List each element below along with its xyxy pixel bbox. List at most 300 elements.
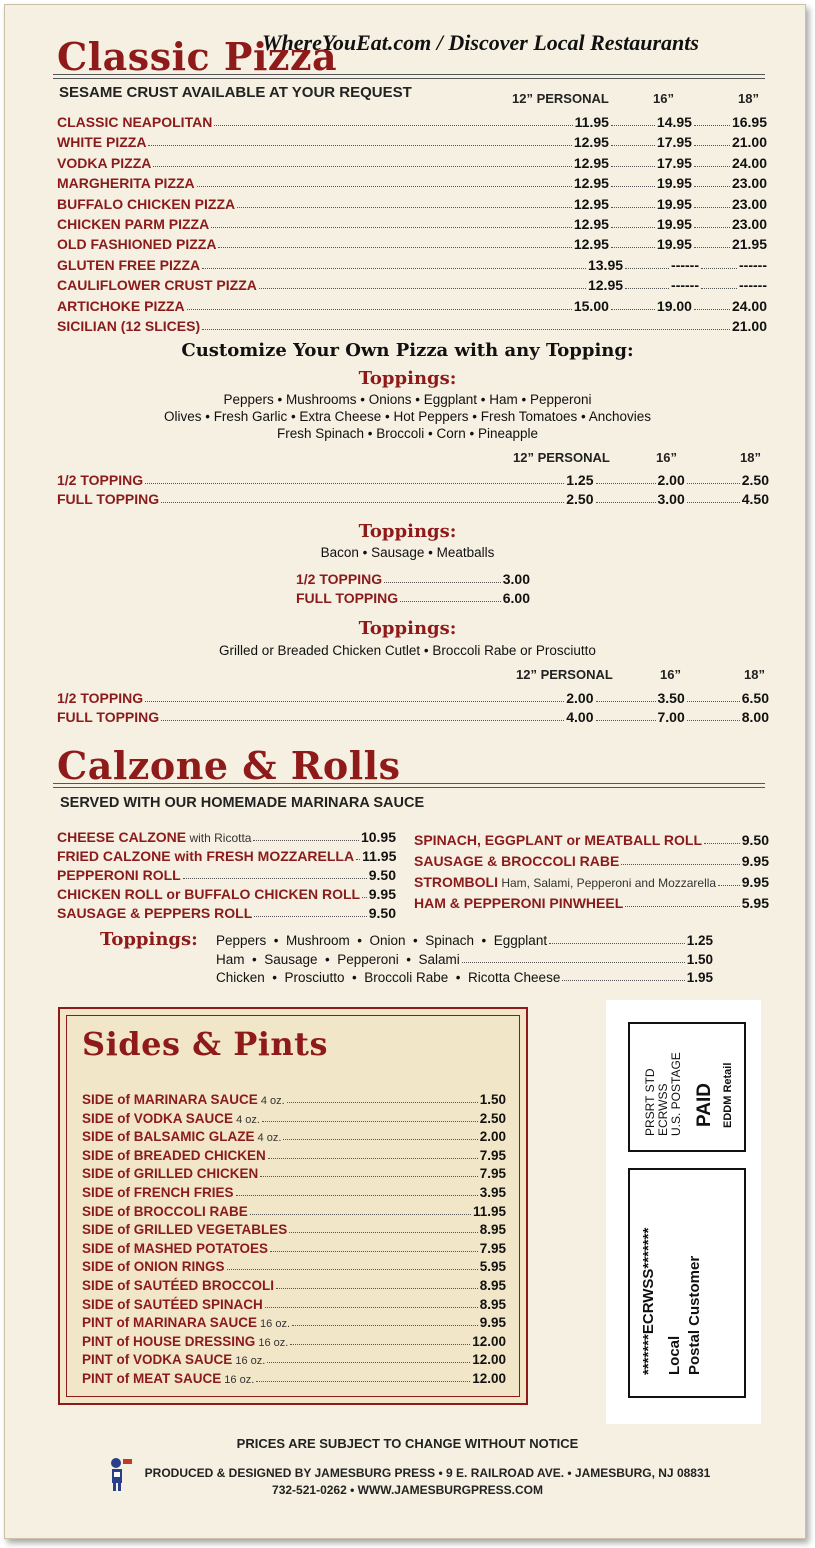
item-note: 16 oz. xyxy=(232,1355,266,1368)
leader xyxy=(687,502,740,503)
item-title: PINT of MARINARA SAUCE xyxy=(82,1315,257,1331)
side-row xyxy=(82,1107,506,1126)
indicia-line: ECRWSS xyxy=(656,1083,670,1136)
col-head-18: 18” xyxy=(738,91,759,106)
leader xyxy=(611,309,655,310)
item-note: Ham, Salami, Pepperoni and Mozzarella xyxy=(498,876,717,890)
topping-line: Peppers • Mushroom • Onion • Spinach • Eggplant xyxy=(216,933,548,948)
leader xyxy=(276,1288,478,1289)
price-16: 3.50 xyxy=(657,690,685,706)
col-head-16: 16” xyxy=(660,667,681,682)
leader xyxy=(596,720,656,721)
col-head-personal: 12” PERSONAL xyxy=(513,450,610,465)
item-title: PINT of HOUSE DRESSING xyxy=(82,1333,256,1349)
leader xyxy=(356,859,360,860)
menu-row xyxy=(57,488,769,507)
sicilian-row xyxy=(57,315,767,334)
item-name xyxy=(57,848,354,864)
price-16: 19.95 xyxy=(656,175,692,192)
item-price: 12.00 xyxy=(472,1333,506,1349)
leader xyxy=(161,502,564,503)
price-personal: 12.95 xyxy=(573,134,609,151)
item-name: BUFFALO CHICKEN PIZZA xyxy=(57,195,236,212)
indicia-paid: PAID xyxy=(694,1083,715,1127)
leader xyxy=(687,720,740,721)
price-personal: 12.95 xyxy=(573,154,609,171)
item-price: 10.95 xyxy=(360,829,396,845)
topping2-full-row xyxy=(296,587,530,606)
calzone-subtitle: SERVED WITH OUR HOMEMADE MARINARA SAUCE xyxy=(60,795,425,811)
price-16: 17.95 xyxy=(656,134,692,151)
topping-price: 1.95 xyxy=(686,970,713,985)
leader xyxy=(611,247,655,248)
indicia-text xyxy=(644,1052,683,1136)
topping-row xyxy=(216,966,713,985)
leader xyxy=(253,840,358,841)
indicia-line: U.S. POSTAGE xyxy=(669,1052,683,1136)
item-note: 4 oz. xyxy=(233,1113,260,1126)
item-name xyxy=(414,853,619,869)
item-title: SIDE of MARINARA SAUCE xyxy=(82,1092,258,1107)
leader xyxy=(262,1121,478,1122)
item-price: 8.95 xyxy=(479,1278,506,1293)
toppings-list-2: Bacon • Sausage • Meatballs xyxy=(320,545,495,560)
leader xyxy=(202,268,586,269)
topping-row xyxy=(216,929,713,948)
toppings-line: Olives • Fresh Garlic • Extra Cheese • Hot Peppers • Fresh Tomatoes • Anchovies xyxy=(163,409,652,424)
item-price: 8.95 xyxy=(479,1222,506,1238)
toppings-line: Peppers • Mushrooms • Onions • Eggplant • Ham • Pepperoni xyxy=(223,392,592,407)
leader xyxy=(611,186,655,187)
price-16: 19.00 xyxy=(656,297,692,314)
item-name: SICILIAN (12 SLICES) xyxy=(57,318,201,334)
sides-title: Sides & Pints xyxy=(82,1025,328,1063)
leader xyxy=(718,885,740,886)
leader xyxy=(237,207,572,208)
item-name xyxy=(82,1259,225,1274)
leader xyxy=(694,247,730,248)
item-title: SIDE of SAUTÉED SPINACH xyxy=(82,1296,263,1312)
item-name: CAULIFLOWER CRUST PIZZA xyxy=(57,277,257,294)
leader xyxy=(611,227,655,228)
topping-price: 1.25 xyxy=(686,933,713,948)
item-price: 5.95 xyxy=(741,895,769,911)
item-price: 9.95 xyxy=(479,1315,506,1331)
price-18: 6.50 xyxy=(741,690,769,706)
menu-row xyxy=(57,826,396,845)
item-name: OLD FASHIONED PIZZA xyxy=(57,236,217,253)
leader xyxy=(283,1139,477,1140)
item-name xyxy=(82,1371,254,1386)
item-note: 16 oz. xyxy=(221,1374,255,1386)
price-16: 3.00 xyxy=(657,491,685,507)
menu-row xyxy=(57,295,767,314)
leader xyxy=(267,1362,470,1363)
leader xyxy=(549,943,685,944)
col-head-personal: 12” PERSONAL xyxy=(516,667,613,682)
leader xyxy=(621,864,739,865)
item-price: 7.95 xyxy=(479,1240,506,1256)
item-name: ARTICHOKE PIZZA xyxy=(57,297,185,314)
price-personal: 4.00 xyxy=(566,709,594,725)
item-title: SIDE of ONION RINGS xyxy=(82,1259,225,1275)
price-18: ------ xyxy=(739,256,767,273)
price-18: 24.00 xyxy=(731,297,767,314)
item-price: 7.95 xyxy=(479,1166,506,1182)
menu-row xyxy=(57,845,396,864)
item-name xyxy=(57,886,360,902)
toppings-heading-2: Toppings: xyxy=(358,521,457,542)
leader xyxy=(290,1344,470,1345)
price-16: 7.00 xyxy=(657,709,685,725)
leader xyxy=(250,1214,471,1215)
leader xyxy=(260,1176,477,1177)
item-title: HAM & PEPPERONI PINWHEEL xyxy=(414,895,624,911)
address-ecrwss: *******ECRWSS******* xyxy=(640,1227,657,1375)
col-head-18: 18” xyxy=(740,450,761,465)
item-price: 9.50 xyxy=(741,832,769,848)
leader xyxy=(596,502,656,503)
price-personal: 15.00 xyxy=(573,297,609,314)
topping-line: Chicken • Prosciutto • Broccoli Rabe • Ricotta Cheese xyxy=(216,970,561,985)
item-name: VODKA PIZZA xyxy=(57,154,152,171)
price-18: 21.00 xyxy=(731,134,767,151)
item-name xyxy=(414,874,716,890)
topping-line: Ham • Sausage • Pepperoni • Salami xyxy=(216,951,460,967)
item-name: 1/2 TOPPING xyxy=(57,472,144,488)
price-18: ------ xyxy=(739,277,767,294)
item-name xyxy=(82,1204,248,1219)
menu-row xyxy=(57,254,767,273)
leader xyxy=(148,145,571,146)
item-name xyxy=(82,1222,287,1237)
leader xyxy=(625,268,669,269)
item-price: 11.95 xyxy=(362,848,397,864)
item-name xyxy=(82,1092,285,1107)
item-price: 7.95 xyxy=(479,1147,506,1163)
address-postal-customer: Postal Customer xyxy=(686,1255,703,1375)
item-name xyxy=(414,895,623,911)
menu-row xyxy=(57,902,396,921)
menu-row xyxy=(57,172,767,191)
side-row xyxy=(82,1348,506,1367)
toppings-list-1 xyxy=(0,391,815,442)
price-18: 23.00 xyxy=(731,195,767,212)
side-row xyxy=(82,1330,506,1349)
item-title: CHICKEN ROLL or BUFFALO CHICKEN ROLL xyxy=(57,886,361,902)
item-name: FULL TOPPING xyxy=(57,491,160,507)
topping-price: 1.50 xyxy=(686,951,713,967)
item-title: SIDE of VODKA SAUCE xyxy=(82,1110,234,1126)
col-head-16: 16” xyxy=(656,450,677,465)
item-title: SAUSAGE & PEPPERS ROLL xyxy=(57,905,253,921)
item-price: 9.95 xyxy=(741,874,769,890)
price-notice: PRICES ARE SUBJECT TO CHANGE WITHOUT NOTICE xyxy=(236,1436,579,1451)
item-title: PEPPERONI ROLL xyxy=(57,867,181,883)
leader xyxy=(227,1269,478,1270)
item-note: with Ricotta xyxy=(186,831,252,845)
produced-by: PRODUCED & DESIGNED BY JAMESBURG PRESS • 9 E. RAILROAD AVE. • JAMESBURG, NJ 08831 xyxy=(144,1466,711,1480)
item-title: SIDE of BROCCOLI RABE xyxy=(82,1203,248,1219)
item-name xyxy=(57,867,181,883)
item-note: 16 oz. xyxy=(255,1336,289,1349)
menu-row xyxy=(414,871,769,890)
item-title: SIDE of BALSAMIC GLAZE xyxy=(82,1129,255,1145)
item-title: SIDE of GRILLED CHICKEN xyxy=(82,1166,259,1182)
address-box xyxy=(628,1168,746,1398)
leader xyxy=(625,906,740,907)
leader xyxy=(236,1195,478,1196)
price-16: 19.95 xyxy=(656,195,692,212)
item-price: 2.50 xyxy=(479,1110,506,1126)
pizza-subtitle: SESAME CRUST AVAILABLE AT YOUR REQUEST xyxy=(59,84,412,101)
leader xyxy=(694,125,730,126)
item-price: 6.00 xyxy=(502,590,530,606)
leader xyxy=(214,125,572,126)
item-name: CLASSIC NEAPOLITAN xyxy=(57,114,213,130)
menu-row xyxy=(57,131,767,150)
leader xyxy=(694,309,730,310)
item-title: SIDE of FRENCH FRIES xyxy=(82,1185,234,1200)
item-name: FULL TOPPING xyxy=(57,709,160,725)
price-personal: 2.00 xyxy=(566,690,594,706)
side-row xyxy=(82,1088,506,1107)
item-price: 2.00 xyxy=(479,1129,506,1145)
price-personal: 12.95 xyxy=(587,277,624,294)
side-row xyxy=(82,1274,506,1293)
menu-row xyxy=(414,850,769,869)
item-name xyxy=(82,1185,234,1200)
leader xyxy=(694,145,730,146)
item-title: SAUSAGE & BROCCOLI RABE xyxy=(414,853,620,869)
price-18: 23.00 xyxy=(731,175,767,192)
leader xyxy=(145,483,564,484)
leader xyxy=(270,1251,478,1252)
leader xyxy=(694,166,730,167)
side-row xyxy=(82,1311,506,1330)
item-title: CHEESE CALZONE xyxy=(57,829,187,845)
item-name xyxy=(57,905,252,921)
item-name xyxy=(82,1352,265,1367)
indicia-line: PRSRT STD xyxy=(643,1068,657,1136)
price-personal: 13.95 xyxy=(587,256,624,273)
leader xyxy=(268,1158,478,1159)
customize-heading: Customize Your Own Pizza with any Topping: xyxy=(181,340,634,361)
leader xyxy=(701,268,737,269)
price-16: 2.00 xyxy=(657,472,685,488)
topping2-half-row xyxy=(296,568,530,587)
side-row xyxy=(82,1293,506,1312)
price-18: 23.00 xyxy=(731,216,767,232)
toppings-line: Fresh Spinach • Broccoli • Corn • Pineapple xyxy=(276,426,539,441)
menu-row xyxy=(57,864,396,883)
price-16: ------ xyxy=(671,277,700,294)
item-name xyxy=(82,1241,268,1256)
price-16: ------ xyxy=(671,256,700,273)
leader xyxy=(153,166,571,167)
leader xyxy=(596,701,656,702)
item-price: 3.00 xyxy=(502,571,530,587)
item-note: 4 oz. xyxy=(257,1095,285,1107)
item-price: 9.95 xyxy=(368,886,396,902)
menu-row xyxy=(57,469,769,488)
leader xyxy=(256,1381,470,1382)
printer-contact: 732-521-0262 • WWW.JAMESBURGPRESS.COM xyxy=(272,1483,543,1497)
leader xyxy=(701,288,737,289)
item-price: 11.95 xyxy=(472,1203,506,1219)
leader xyxy=(611,145,655,146)
menu-row xyxy=(57,152,767,171)
leader xyxy=(218,247,571,248)
menu-row xyxy=(57,687,769,706)
item-price: 9.50 xyxy=(368,905,396,921)
price-16: 19.95 xyxy=(656,236,692,253)
leader xyxy=(625,288,669,289)
leader xyxy=(462,962,685,963)
price-personal: 1.25 xyxy=(566,472,594,488)
leader xyxy=(211,227,572,228)
item-title: SIDE of BREADED CHICKEN xyxy=(82,1147,266,1163)
item-title: SIDE of GRILLED VEGETABLES xyxy=(82,1222,288,1238)
item-price: 21.00 xyxy=(731,318,767,334)
leader xyxy=(694,227,730,228)
leader xyxy=(362,897,367,898)
leader xyxy=(596,483,656,484)
leader xyxy=(287,1102,478,1103)
item-title: PINT of VODKA SAUCE xyxy=(82,1352,233,1368)
toppings-heading-3: Toppings: xyxy=(358,618,457,639)
menu-row xyxy=(57,111,767,130)
watermark: WhereYouEat.com / Discover Local Restaurants xyxy=(262,30,699,55)
item-name: MARGHERITA PIZZA xyxy=(57,175,195,192)
item-name: 1/2 TOPPING xyxy=(57,690,144,706)
price-16: 17.95 xyxy=(656,154,692,171)
leader xyxy=(611,207,655,208)
item-price: 9.95 xyxy=(741,853,769,869)
price-16: 19.95 xyxy=(656,216,692,232)
side-row xyxy=(82,1200,506,1219)
price-personal: 12.95 xyxy=(573,195,609,212)
price-16: 14.95 xyxy=(656,114,692,130)
item-title: SPINACH, EGGPLANT or MEATBALL ROLL xyxy=(414,832,703,848)
leader xyxy=(611,166,655,167)
side-row xyxy=(82,1181,506,1200)
item-name xyxy=(414,832,702,848)
divider xyxy=(53,74,765,79)
leader xyxy=(694,186,730,187)
topping-row xyxy=(216,948,713,967)
item-title: FRIED CALZONE with FRESH MOZZARELLA xyxy=(57,848,355,864)
menu-row xyxy=(414,892,769,911)
toppings-list-3: Grilled or Breaded Chicken Cutlet • Broccoli Rabe or Prosciutto xyxy=(219,643,596,658)
side-row xyxy=(82,1237,506,1256)
leader xyxy=(694,207,730,208)
col-head-18: 18” xyxy=(744,667,765,682)
item-price: 9.50 xyxy=(368,867,396,883)
item-name xyxy=(82,1111,260,1126)
menu-row xyxy=(57,233,767,252)
item-price: 12.00 xyxy=(472,1371,506,1386)
leader xyxy=(562,980,684,981)
leader xyxy=(197,186,572,187)
leader xyxy=(292,1325,478,1326)
item-price: 5.95 xyxy=(479,1259,506,1275)
leader xyxy=(183,878,367,879)
item-name xyxy=(82,1148,266,1163)
item-price: 3.95 xyxy=(479,1185,506,1200)
side-row xyxy=(82,1255,506,1274)
toppings-heading-1: Toppings: xyxy=(358,368,457,389)
price-personal: 11.95 xyxy=(574,114,609,130)
side-row xyxy=(82,1125,506,1144)
leader xyxy=(145,701,564,702)
item-name xyxy=(82,1315,290,1330)
leader xyxy=(254,916,366,917)
item-name: CHICKEN PARM PIZZA xyxy=(57,216,210,232)
item-title: STROMBOLI xyxy=(414,874,498,890)
item-name xyxy=(57,829,251,845)
price-18: 8.00 xyxy=(741,709,769,725)
leader xyxy=(187,309,572,310)
leader xyxy=(611,125,655,126)
item-name: FULL TOPPING xyxy=(296,590,399,606)
price-18: 4.50 xyxy=(741,491,769,507)
side-row xyxy=(82,1218,506,1237)
menu-row xyxy=(57,706,769,725)
item-price: 1.50 xyxy=(479,1092,506,1107)
item-name: GLUTEN FREE PIZZA xyxy=(57,256,201,273)
calzone-title: Calzone & Rolls xyxy=(57,743,401,788)
leader xyxy=(687,701,740,702)
item-name xyxy=(82,1278,274,1293)
side-row xyxy=(82,1162,506,1181)
item-name xyxy=(82,1129,281,1144)
price-personal: 12.95 xyxy=(573,175,609,192)
col-head-personal: 12” PERSONAL xyxy=(512,91,609,106)
item-name xyxy=(82,1297,263,1312)
price-18: 16.95 xyxy=(731,114,767,130)
menu-row xyxy=(57,883,396,902)
leader xyxy=(259,288,586,289)
side-row xyxy=(82,1144,506,1163)
item-title: SIDE of MASHED POTATOES xyxy=(82,1240,269,1256)
item-price: 12.00 xyxy=(472,1352,506,1368)
postage-indicia xyxy=(628,1022,746,1152)
leader xyxy=(265,1307,478,1308)
menu-row xyxy=(57,193,767,212)
price-personal: 12.95 xyxy=(573,216,609,232)
price-18: 21.95 xyxy=(731,236,767,253)
price-18: 2.50 xyxy=(741,472,769,488)
item-name: WHITE PIZZA xyxy=(57,134,147,151)
address-local: Local xyxy=(666,1335,683,1375)
price-personal: 12.95 xyxy=(573,236,609,253)
menu-row xyxy=(57,213,767,232)
item-note: 4 oz. xyxy=(254,1132,282,1145)
item-title: SIDE of SAUTÉED BROCCOLI xyxy=(82,1278,275,1293)
side-row xyxy=(82,1367,506,1386)
price-18: 24.00 xyxy=(731,154,767,171)
postage-panel xyxy=(606,1000,761,1424)
indicia-eddm: EDDM Retail xyxy=(722,1062,734,1128)
item-note: 16 oz. xyxy=(257,1318,291,1331)
item-name xyxy=(82,1334,288,1349)
item-price: 8.95 xyxy=(479,1296,506,1312)
calzone-toppings-label: Toppings: xyxy=(100,929,198,950)
leader xyxy=(161,720,564,721)
item-title: PINT of MEAT SAUCE xyxy=(82,1371,222,1386)
divider xyxy=(53,783,765,788)
